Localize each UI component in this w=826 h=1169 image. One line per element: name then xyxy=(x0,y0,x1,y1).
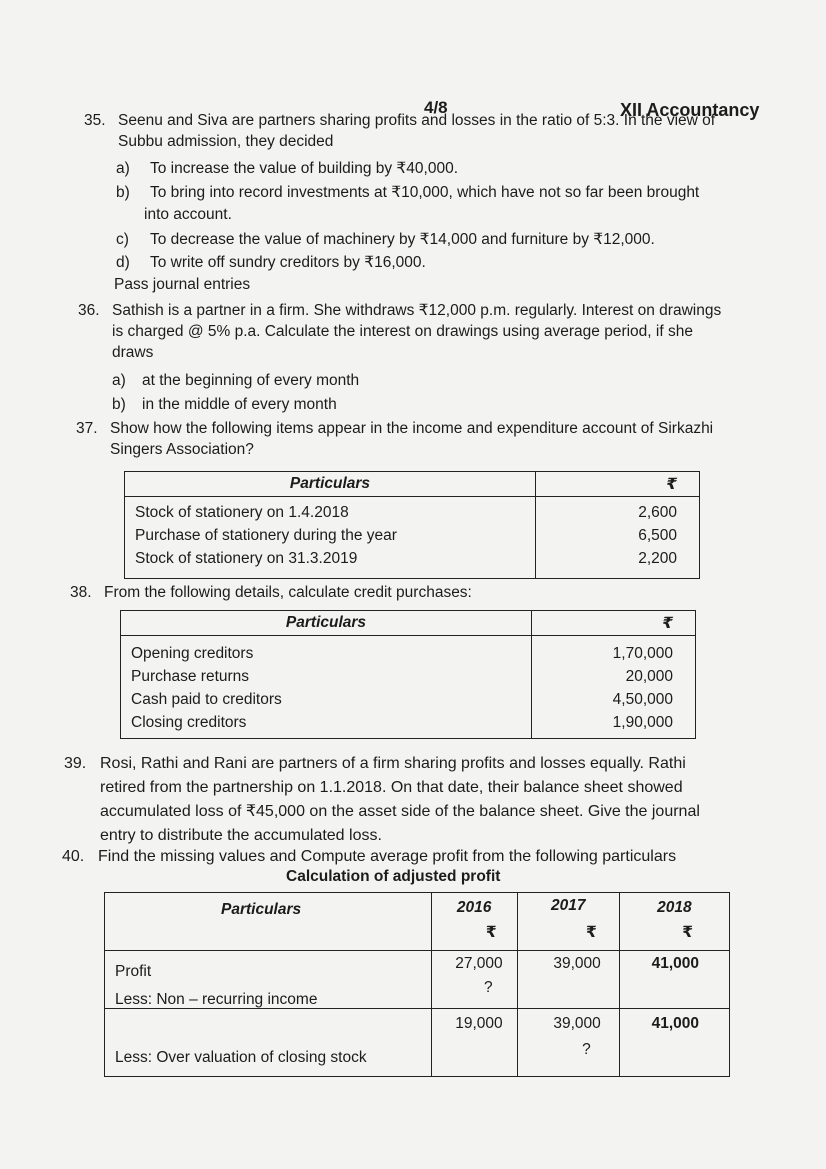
rupee-header: ₹ xyxy=(485,924,497,941)
table-cell: 27,000 xyxy=(455,955,503,972)
question-text: From the following details, calculate credit purchases: xyxy=(104,584,472,601)
table-cell: 6,500 xyxy=(638,527,677,544)
table-cell: 2,200 xyxy=(638,550,677,567)
question-text: entry to distribute the accumulated loss. xyxy=(100,827,382,844)
q36-item-b: b) in the middle of every month xyxy=(112,396,337,413)
particulars-header: Particulars xyxy=(125,472,536,497)
question-text: Rosi, Rathi and Rani are partners of a firm sharing profits and losses equally. Rathi xyxy=(100,755,686,772)
table-cell: ? xyxy=(484,979,493,996)
table-cell: ? xyxy=(582,1041,591,1058)
rupee-header: ₹ xyxy=(536,472,700,497)
question-number: 40. xyxy=(62,848,85,865)
question-40 xyxy=(62,845,772,869)
question-number: 35. xyxy=(84,112,106,129)
question-37 xyxy=(76,418,776,460)
page-number: 4/8 xyxy=(424,98,448,117)
question-35 xyxy=(84,110,784,152)
table-cell: 39,000 xyxy=(553,1015,601,1032)
q35-item-b-cont: into account. xyxy=(144,206,232,223)
question-number: 38. xyxy=(70,584,92,601)
rupee-header: ₹ xyxy=(586,924,597,941)
q38-table xyxy=(120,610,696,739)
question-text: Subbu admission, they decided xyxy=(118,133,334,150)
question-number: 36. xyxy=(78,302,100,319)
particulars-header: Particulars xyxy=(121,611,532,636)
table-cell: 1,70,000 xyxy=(612,645,673,662)
table-cell: 41,000 xyxy=(651,955,699,972)
year-2018-header: 2018 xyxy=(657,899,692,916)
table-cell: Opening creditors xyxy=(131,645,254,662)
question-text: accumulated loss of ₹45,000 on the asset side of the balance sheet. Give the journal xyxy=(100,803,700,820)
nonrec-label: Less: Non – recurring income xyxy=(115,991,318,1008)
question-text: draws xyxy=(112,344,154,361)
q36-item-a: a) at the beginning of every month xyxy=(112,372,360,389)
q37-table xyxy=(124,471,700,579)
q35-item-a: a) To increase the value of building by ₹40,000. xyxy=(116,160,459,177)
table-cell: 19,000 xyxy=(455,1015,503,1032)
table-cell: Purchase of stationery during the year xyxy=(135,527,397,544)
question-text: Find the missing values and Compute average profit from the following particulars xyxy=(98,848,677,865)
question-text: Sathish is a partner in a firm. She withdraws ₹12,000 p.m. regularly. Interest on drawings xyxy=(112,302,722,319)
q35-item-b: b) To bring into record investments at ₹10,000, which have not so far been brought xyxy=(116,184,700,201)
question-text: Singers Association? xyxy=(110,441,254,458)
table-cell: 20,000 xyxy=(625,668,673,685)
particulars-header: Particulars xyxy=(221,901,302,918)
question-36 xyxy=(78,300,778,363)
table-cell: 2,600 xyxy=(638,504,677,521)
question-text: is charged @ 5% p.a. Calculate the interest on drawings using average period, if she xyxy=(112,323,693,340)
question-text: Seenu and Siva are partners sharing profits and losses in the ratio of 5:3. In the view of xyxy=(118,112,716,129)
question-38 xyxy=(70,582,770,603)
q35-closing: Pass journal entries xyxy=(114,276,251,293)
question-39 xyxy=(64,752,774,848)
question-text: retired from the partnership on 1.1.2018. On that date, their balance sheet showed xyxy=(100,779,683,796)
q35-item-d: d) To write off sundry creditors by ₹16,000. xyxy=(116,254,426,271)
table-cell: 41,000 xyxy=(651,1015,699,1032)
year-2017-header: 2017 xyxy=(550,897,586,914)
rupee-header: ₹ xyxy=(682,924,693,941)
table-cell: 1,90,000 xyxy=(612,714,673,731)
table-cell: Stock of stationery on 1.4.2018 xyxy=(135,504,349,521)
profit-label: Profit xyxy=(115,963,152,980)
table-cell: Stock of stationery on 31.3.2019 xyxy=(135,550,358,567)
subject-title: XII Accountancy xyxy=(620,100,760,120)
table-title: Calculation of adjusted profit xyxy=(286,868,501,885)
rupee-header: ₹ xyxy=(532,611,696,636)
question-number: 37. xyxy=(76,420,98,437)
table-cell: 4,50,000 xyxy=(612,691,673,708)
year-2016-header: 2016 xyxy=(456,899,492,916)
table-cell: Purchase returns xyxy=(131,668,250,685)
question-number: 39. xyxy=(64,755,87,772)
adjusted-profit-table xyxy=(104,892,730,1077)
overval-label: Less: Over valuation of closing stock xyxy=(115,1049,367,1066)
q35-item-c: c) To decrease the value of machinery by ₹14,000 and furniture by ₹12,000. xyxy=(116,231,655,248)
table-cell: Closing creditors xyxy=(131,714,247,731)
question-text: Show how the following items appear in the income and expenditure account of Sirkazhi xyxy=(110,420,714,437)
table-cell: 39,000 xyxy=(553,955,601,972)
table-cell: Cash paid to creditors xyxy=(131,691,282,708)
